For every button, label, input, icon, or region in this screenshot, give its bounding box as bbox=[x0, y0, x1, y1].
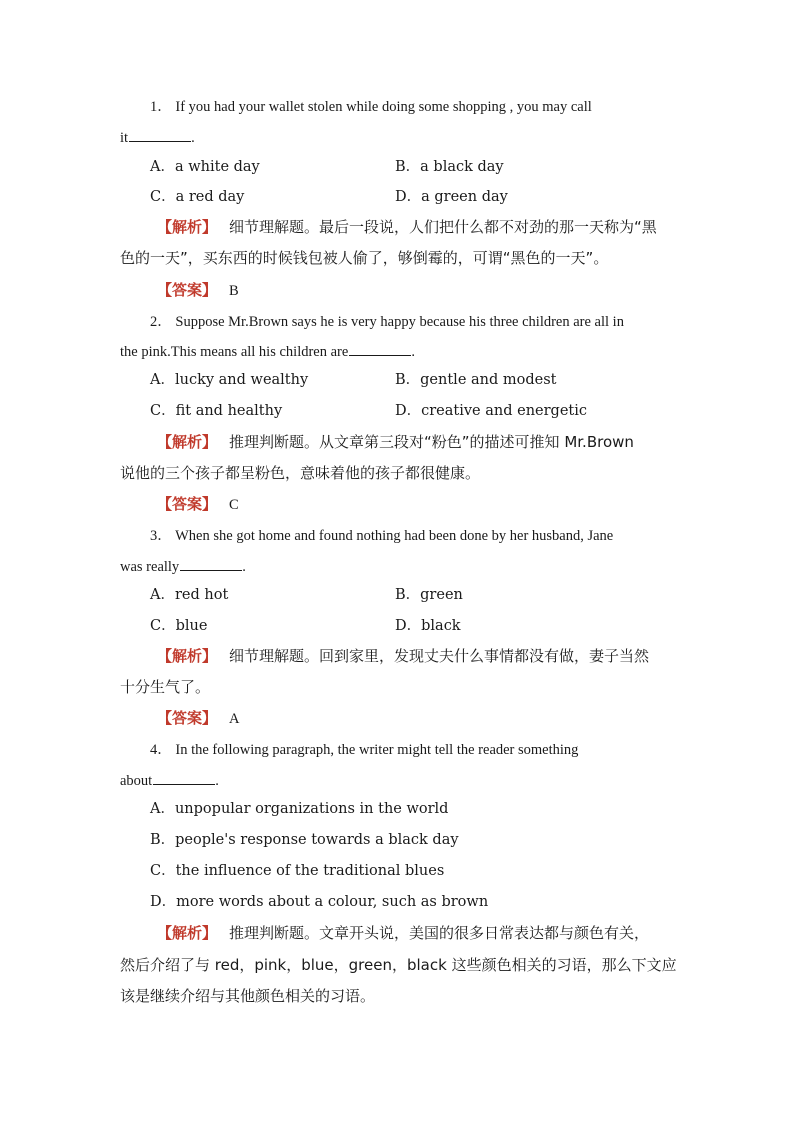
question-2-option-b: B．gentle and modest bbox=[395, 372, 557, 388]
question-2-answer bbox=[157, 494, 239, 515]
answer-blank bbox=[129, 127, 191, 142]
analysis-tag: 【解析】 bbox=[157, 218, 218, 236]
answer-blank bbox=[153, 770, 215, 785]
question-3-option-b: B．green bbox=[395, 587, 463, 603]
question-2-answer-value: C bbox=[229, 497, 239, 513]
question-1-answer bbox=[157, 280, 239, 301]
question-1-option-b: B．a black day bbox=[395, 159, 504, 175]
question-4-number: 4． bbox=[150, 742, 172, 758]
question-1-analysis-line2: 色的一天”，买东西的时候钱包被人偷了，够倒霉的，可谓“黑色的一天”。 bbox=[120, 249, 609, 267]
question-2-analysis-line1: 【解析】 推理判断题。从文章第三段对“粉色”的描述可推知 Mr.Brown bbox=[157, 433, 634, 451]
question-3-answer bbox=[157, 708, 240, 729]
question-3-stem-line1: 3． When she got home and found nothing had been done by her husband, Jane bbox=[150, 528, 614, 544]
question-1-number: 1． bbox=[150, 99, 172, 115]
question-1-option-c: C．a red day bbox=[150, 189, 245, 205]
question-2-option-d: D．creative and energetic bbox=[395, 403, 588, 419]
question-3-option-a: A．red hot bbox=[150, 587, 229, 603]
question-4-analysis-line1: 【解析】 推理判断题。文章开头说，美国的很多日常表达都与颜色有关， bbox=[157, 924, 650, 942]
answer-tag: 【答案】 bbox=[157, 281, 218, 299]
question-3-number: 3． bbox=[150, 528, 172, 544]
analysis-tag: 【解析】 bbox=[157, 647, 218, 665]
question-4-option-a: A．unpopular organizations in the world bbox=[150, 801, 449, 817]
question-1-stem-line1: 1． If you had your wallet stolen while doing some shopping , you may call bbox=[150, 99, 592, 115]
question-4-option-c: C．the influence of the traditional blues bbox=[150, 863, 445, 879]
question-2-option-a: A．lucky and wealthy bbox=[150, 372, 309, 388]
question-4-analysis-line3: 该是继续介绍与其他颜色相关的习语。 bbox=[120, 987, 376, 1005]
question-4-analysis-line2: 然后介绍了与 red，pink，blue，green，black 这些颜色相关的习语，那么下文应 bbox=[120, 956, 677, 974]
question-4-option-b: B．people's response towards a black day bbox=[150, 832, 459, 848]
question-4-stem-line2: about . bbox=[120, 770, 219, 791]
answer-blank bbox=[349, 341, 411, 356]
answer-tag: 【答案】 bbox=[157, 709, 218, 727]
question-2-number: 2． bbox=[150, 314, 172, 330]
question-3-stem-line2: was really . bbox=[120, 556, 246, 577]
question-1-option-a: A．a white day bbox=[150, 159, 260, 175]
answer-tag: 【答案】 bbox=[157, 495, 218, 513]
question-2-stem-line2: the pink.This means all his children are . bbox=[120, 341, 415, 362]
question-1-analysis-line1: 【解析】 细节理解题。最后一段说，人们把什么都不对劲的那一天称为“黑 bbox=[157, 218, 657, 236]
question-3-option-d: D．black bbox=[395, 618, 461, 634]
question-1-stem-line2: it . bbox=[120, 127, 195, 148]
question-3-option-c: C．blue bbox=[150, 618, 208, 634]
question-3-analysis-line1: 【解析】 细节理解题。回到家里，发现丈夫什么事情都没有做，妻子当然 bbox=[157, 647, 650, 665]
question-2-stem-line1: 2． Suppose Mr.Brown says he is very happy because his three children are all in bbox=[150, 314, 624, 330]
analysis-tag: 【解析】 bbox=[157, 924, 218, 942]
question-2-analysis-line2: 说他的三个孩子都呈粉色，意味着他的孩子都很健康。 bbox=[120, 464, 481, 482]
question-3-answer-value: A bbox=[229, 711, 240, 727]
question-1-option-d: D．a green day bbox=[395, 189, 508, 205]
question-1-answer-value: B bbox=[229, 283, 239, 299]
question-4-option-d: D．more words about a colour, such as brown bbox=[150, 894, 489, 910]
question-2-option-c: C．fit and healthy bbox=[150, 403, 283, 419]
answer-blank bbox=[180, 556, 242, 571]
question-3-analysis-line2: 十分生气了。 bbox=[120, 678, 211, 696]
analysis-tag: 【解析】 bbox=[157, 433, 218, 451]
question-4-stem-line1: 4． In the following paragraph, the writer might tell the reader something bbox=[150, 742, 579, 758]
